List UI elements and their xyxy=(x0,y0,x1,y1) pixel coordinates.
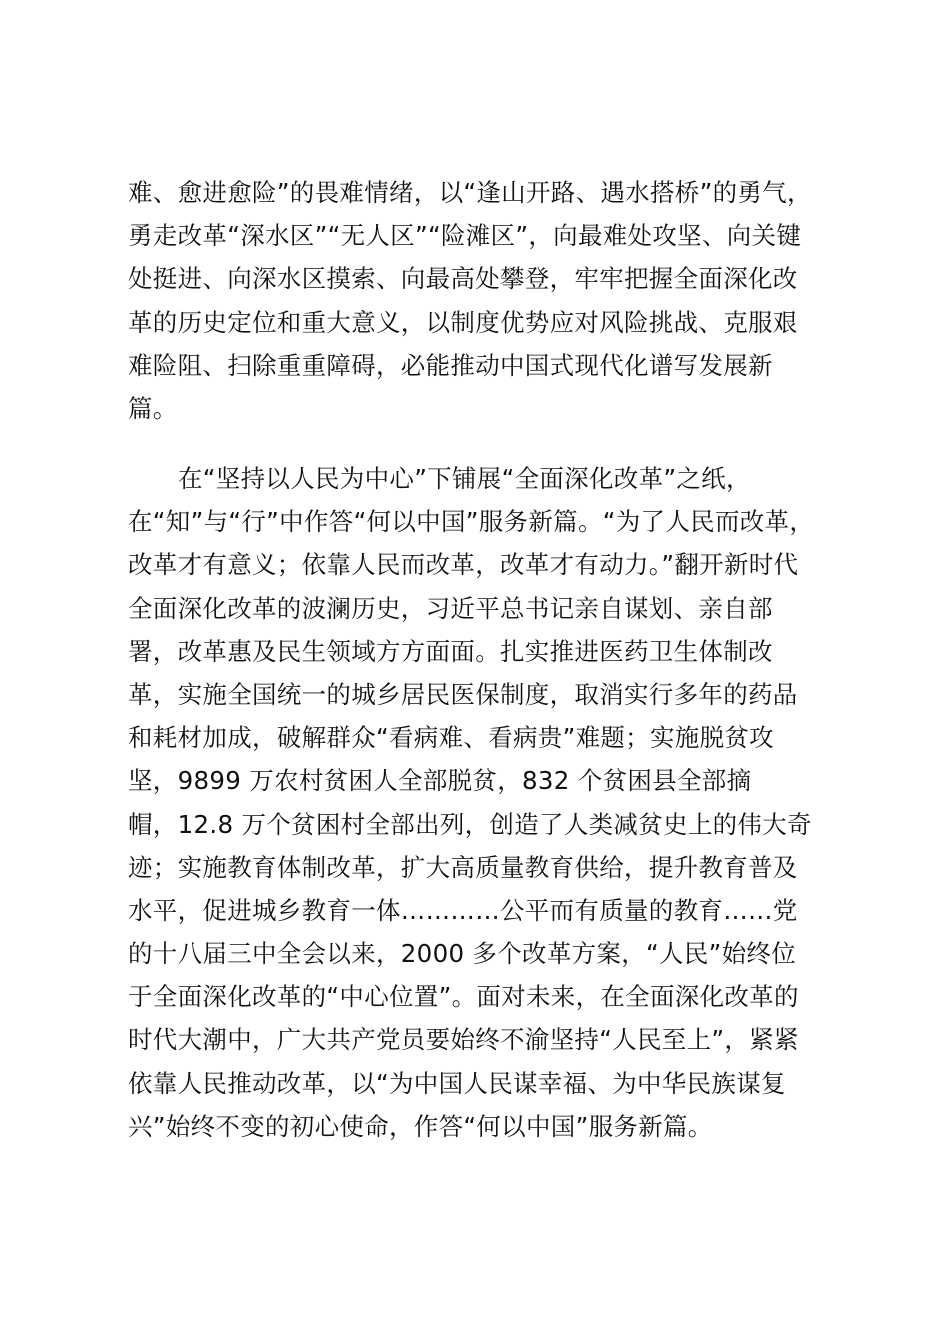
paragraph-line: 署，改革惠及民生领域方方面面。扎实推进医药卫生体制改 xyxy=(128,636,773,666)
paragraph-line: 革的历史定位和重大意义，以制度优势应对风险挑战、克服艰 xyxy=(128,307,798,337)
paragraph-line: 帽，12.8 万个贫困村全部出列，创造了人类减贫史上的伟大奇 xyxy=(128,809,812,839)
paragraph-line: 全面深化改革的波澜历史，习近平总书记亲自谋划、亲自部 xyxy=(128,593,773,623)
paragraph-line: 在“坚持以人民为中心”下铺展“全面深化改革”之纸， xyxy=(178,464,751,493)
paragraph-line: 水平，促进城乡教育一体…………公平而有质量的教育……党 xyxy=(128,895,798,925)
paragraph-line: 在“知”与“行”中作答“何以中国”服务新篇。“为了人民而改革， xyxy=(128,507,815,537)
paragraph-line: 难险阻、扫除重重障碍，必能推动中国式现代化谱写发展新 xyxy=(128,350,773,380)
paragraph-line: 于全面深化改革的“中心位置”。面对未来，在全面深化改革的 xyxy=(128,982,799,1012)
paragraph-line: 难、愈进愈险”的畏难情绪，以“逢山开路、遇水搭桥”的勇气， xyxy=(128,178,812,207)
paragraph-line: 兴”始终不变的初心使命，作答“何以中国”服务新篇。 xyxy=(128,1111,713,1141)
paragraph-line: 篇。 xyxy=(128,393,178,423)
paragraph-line: 改革才有意义；依靠人民而改革，改革才有动力。”翻开新时代 xyxy=(128,550,799,580)
paragraph-line: 的十八届三中全会以来，2000 多个改革方案，“人民”始终位 xyxy=(128,939,797,969)
paragraph-line: 勇走改革“深水区”“无人区”“险滩区”，向最难处攻坚、向关键 xyxy=(128,221,802,251)
paragraph-line: 处挺进、向深水区摸索、向最高处攀登，牢牢把握全面深化改 xyxy=(128,264,798,294)
paragraph-line: 革，实施全国统一的城乡居民医保制度，取消实行多年的药品 xyxy=(128,679,798,709)
paragraph-2 xyxy=(128,457,834,1148)
paragraph-1 xyxy=(128,171,834,430)
paragraph-line: 时代大潮中，广大共产党员要始终不渝坚持“人民至上”，紧紧 xyxy=(128,1025,799,1055)
paragraph-line: 迹；实施教育体制改革，扩大高质量教育供给，提升教育普及 xyxy=(128,852,798,882)
paragraph-line: 依靠人民推动改革，以“为中国人民谋幸福、为中华民族谋复 xyxy=(128,1068,786,1098)
paragraph-line: 和耗材加成，破解群众“看病难、看病贵”难题；实施脱贫攻 xyxy=(128,723,774,753)
paragraph-line: 坚，9899 万农村贫困人全部脱贫，832 个贫困县全部摘 xyxy=(128,766,752,796)
